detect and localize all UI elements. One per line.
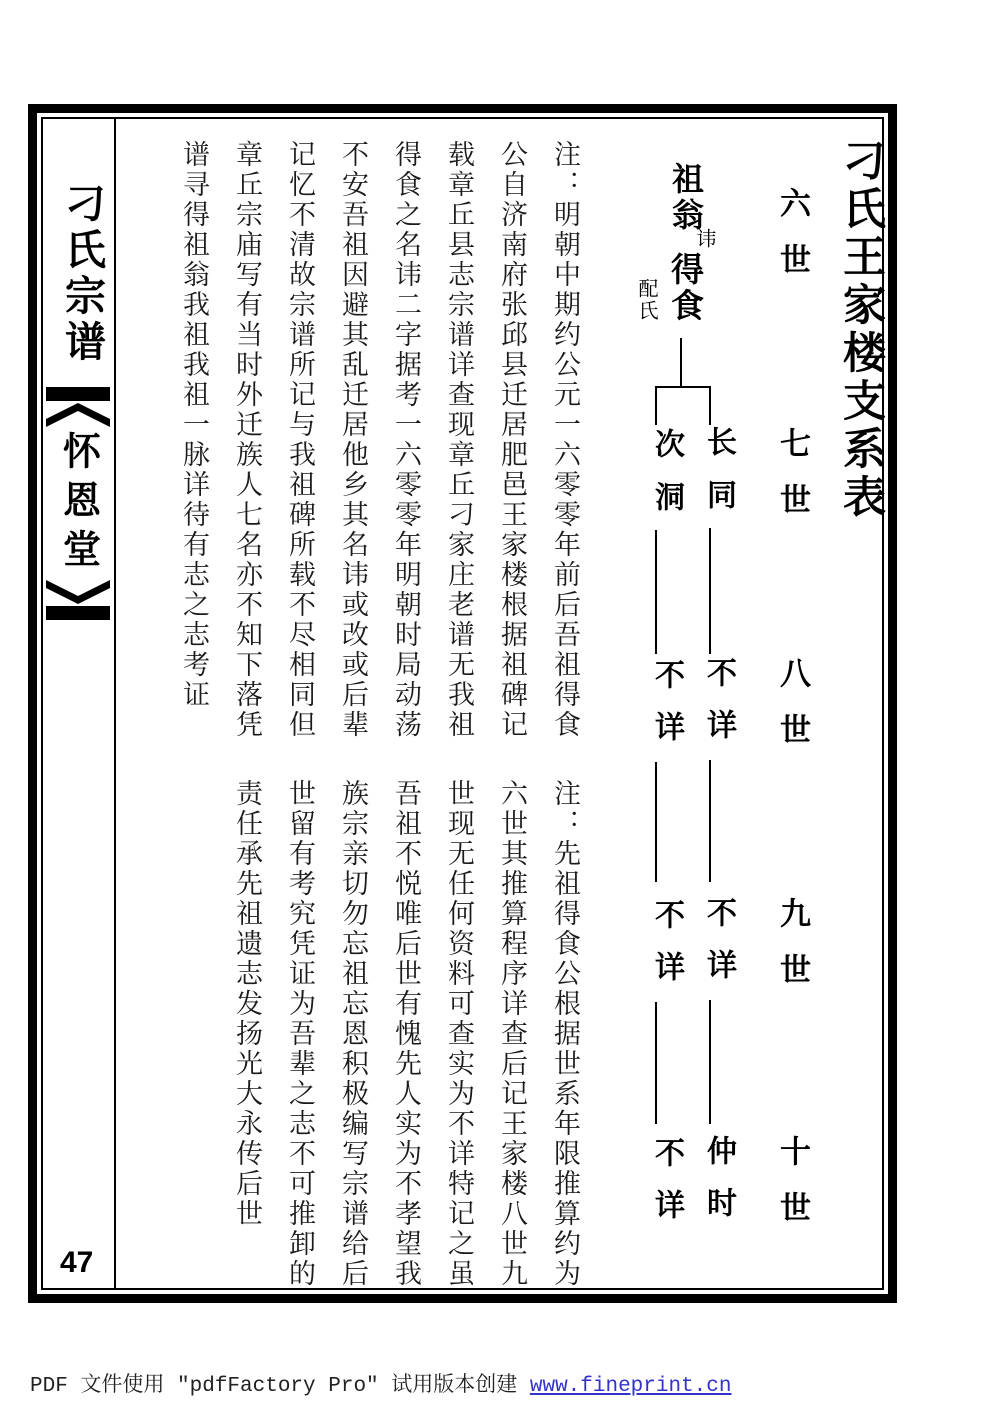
footer-text: PDF 文件使用 ″pdfFactory Pro″ 试用版本创建: [30, 1375, 530, 1398]
generation-label-9: 九世: [775, 897, 810, 1009]
branch-2-gen8-member: 不详: [650, 659, 683, 763]
branch-2-name: 洞: [650, 481, 683, 533]
branch-2-gen9-member: 不详: [650, 899, 683, 1003]
chart-title: 刁氏王家楼支系表: [837, 138, 884, 522]
tree-line-gen9-10-a: [709, 1000, 711, 1124]
ancestor-name: 得食: [666, 252, 702, 324]
note-1-column: 记忆不清故宗谱所记与我祖碑所载不尽相同但: [285, 140, 315, 740]
branch-1-name: 同: [702, 479, 735, 531]
tree-line-drop-1a: [709, 386, 711, 425]
note-1-column: 不安吾祖因避其乱迁居他乡其名讳或改或后辈: [338, 140, 368, 740]
footer-link[interactable]: www.fineprint.cn: [529, 1375, 732, 1398]
tree-line-gen9-10-b: [655, 1002, 657, 1124]
note-1-column: 注：明朝中期约公元一六零零年前后吾祖得食: [550, 140, 580, 740]
tree-line-gen8-9-a: [709, 760, 711, 882]
note-1-column: 得食之名讳二字据考一六零零年明朝时局动荡: [391, 140, 421, 740]
note-1-column: 谱寻得祖翁我祖我祖一脉详待有志之志考证: [179, 140, 209, 710]
note-block-2: [220, 779, 591, 1299]
generation-label-7: 七世: [775, 427, 810, 539]
taboo-name-label: 讳: [693, 228, 715, 248]
note-1-column: 载章丘县志宗谱详查现章丘刁家庄老谱无我祖: [444, 140, 474, 740]
note-2-column: 族宗亲切勿忘祖忘恩积极编写宗谱给后: [338, 779, 368, 1289]
tree-line-gen7-8-a: [709, 528, 711, 654]
tree-line-crossbar: [655, 386, 711, 388]
note-1-column: 章丘宗庙写有当时外迁族人七名亦不知下落凭: [232, 140, 262, 740]
note-2-column: 世留有考究凭证为吾辈之志不可推卸的: [285, 779, 315, 1289]
note-block-1: [167, 140, 591, 740]
footer: [30, 1368, 732, 1398]
tree-line-drop-1b: [655, 386, 657, 425]
sidebar-divider: [114, 117, 116, 1290]
tree-line-gen8-9-b: [655, 762, 657, 882]
ancestor-title: 祖翁: [668, 162, 704, 234]
branch-1-gen9-member: 不详: [702, 897, 735, 1001]
hall-name: 怀恩堂: [56, 431, 99, 578]
note-1-column: 公自济南府张邱县迁居肥邑王家楼根据祖碑记: [497, 140, 527, 740]
page-number: 47: [60, 1246, 94, 1279]
genealogy-title: 刁氏宗谱: [59, 182, 105, 366]
generation-label-6: 六世: [775, 187, 810, 299]
branch-2-order: 次: [650, 428, 683, 480]
note-2-column: 责任承先祖遗志发扬光大永传后世: [232, 779, 262, 1229]
generation-label-8: 八世: [775, 657, 810, 769]
tree-line-stem: [680, 338, 682, 388]
note-2-column: 注：先祖得食公根据世系年限推算约为: [550, 779, 580, 1289]
note-2-column: 吾祖不悦唯后世有愧先人实为不孝望我: [391, 779, 421, 1289]
note-2-column: 世现无任何资料可查实为不详特记之虽: [444, 779, 474, 1289]
branch-1-order: 长: [702, 426, 735, 478]
branch-1-gen8-member: 不详: [702, 657, 735, 761]
generation-label-10: 十世: [775, 1135, 810, 1247]
note-2-column: 六世其推算程序详查后记王家楼八世九: [497, 779, 527, 1289]
spouse-label: 配氏: [635, 278, 657, 322]
branch-1-gen10-member: 仲时: [702, 1135, 735, 1239]
tree-line-gen7-8-b: [655, 530, 657, 654]
branch-2-gen10-member: 不详: [650, 1137, 683, 1241]
hall-banner: [46, 387, 110, 620]
